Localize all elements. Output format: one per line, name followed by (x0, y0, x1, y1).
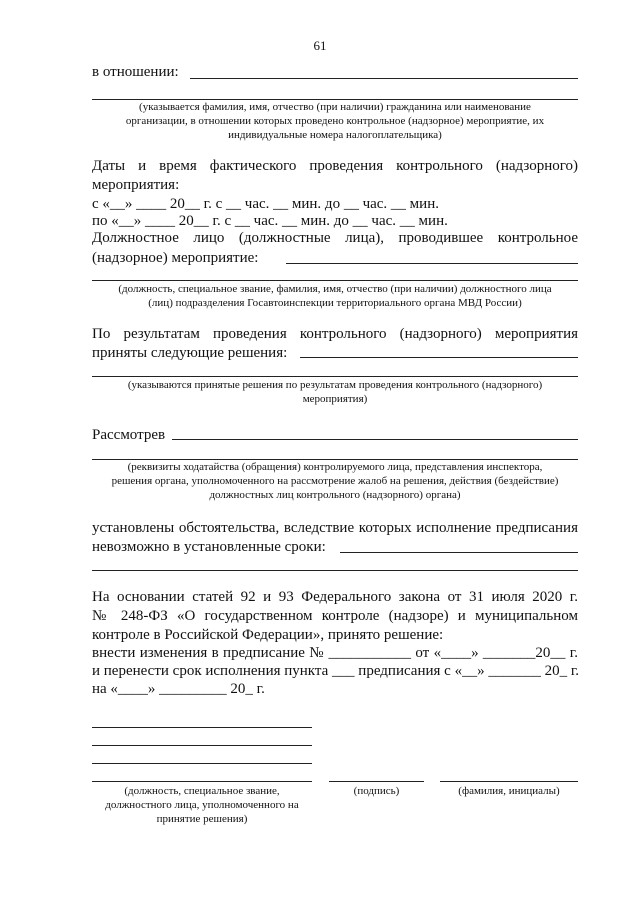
caption-decisions: (указываются принятые решения по результатам проведения контрольного (надзорного) мероприятия) (127, 379, 543, 405)
regarding-label: в отношении: (92, 64, 179, 80)
considered-fill-line (172, 439, 578, 440)
caption-official: (должность, специальное звание, фамилия, имя, отчество (при наличии) должностного лица (лиц) подразделения Госавтоинспекции территориального органа МВД России) (118, 283, 552, 309)
results-fill-line (300, 357, 578, 358)
caption-name-initials: (фамилия, инициалы) (458, 785, 560, 797)
signature-position-line-3 (92, 763, 312, 764)
circumstances-line-2: невозможно в установленные сроки: (92, 539, 326, 555)
results-line-1: По результатам проведения контрольного (надзорного) мероприятия (92, 326, 578, 342)
dates-heading: Даты и время фактического проведения контрольного (надзорного) мероприятия: (92, 158, 578, 193)
circumstances-fill-line (340, 552, 578, 553)
signature-position-line-1 (92, 727, 312, 728)
from-datetime: с «__» ____ 20__ г. с __ час. __ мин. до __ час. __ мин. (92, 196, 439, 212)
caption-signer-position: (должность, специальное звание, должностного лица, уполномоченного на принятие решения) (105, 785, 299, 825)
caption-signature: (подпись) (353, 785, 400, 797)
circumstances-fill-line-2 (92, 570, 578, 571)
official-fill-line (286, 263, 578, 264)
signature-position-line-2 (92, 745, 312, 746)
regarding-fill-line (190, 78, 578, 79)
official-line-2: (надзорное) мероприятие: (92, 250, 259, 266)
page-number: 61 (313, 38, 327, 53)
to-datetime: по «__» ____ 20__ г. с __ час. __ мин. до __ час. __ мин. (92, 213, 448, 229)
results-fill-line-2 (92, 376, 578, 377)
caption-person: (указывается фамилия, имя, отчество (при наличии) гражданина или наименование организации, в отношении которых проведено контрольное (надзорное) мероприятие, их индивидуальные номера налогоплательщика) (125, 101, 545, 141)
basis-line-1: На основании статей 92 и 93 Федерального закона от 31 июля 2020 г. (92, 589, 578, 605)
name-initials-line (440, 781, 578, 782)
official-line-1: Должностное лицо (должностные лица), проводившее контрольное (92, 230, 578, 246)
extend-line: и перенести срок исполнения пункта ___ предписания с «__» _______ 20_ г. (92, 663, 580, 679)
circumstances-line-1: установлены обстоятельства, вследствие которых исполнение предписания (92, 520, 578, 536)
amend-line: внести изменения в предписание № ___________ от «____» _______20__ г. (92, 645, 578, 661)
results-line-2: приняты следующие решения: (92, 345, 288, 361)
until-line: на «____» _________ 20_ г. (92, 681, 265, 697)
basis-line-3: контроле в Российской Федерации», принято решение: (92, 627, 444, 643)
official-fill-line-2 (92, 280, 578, 281)
signature-position-line-4 (92, 781, 312, 782)
caption-petition: (реквизиты ходатайства (обращения) контролируемого лица, представления инспектора, решения органа, уполномоченного на рассмотрение жалоб на решения, действия (бездействие) должностных лиц контрольного (надзорного) органа) (111, 461, 559, 501)
signature-line (329, 781, 424, 782)
considered-label: Рассмотрев (92, 427, 166, 443)
basis-line-2: № 248-ФЗ «О государственном контроле (надзоре) и муниципальном (92, 608, 578, 624)
